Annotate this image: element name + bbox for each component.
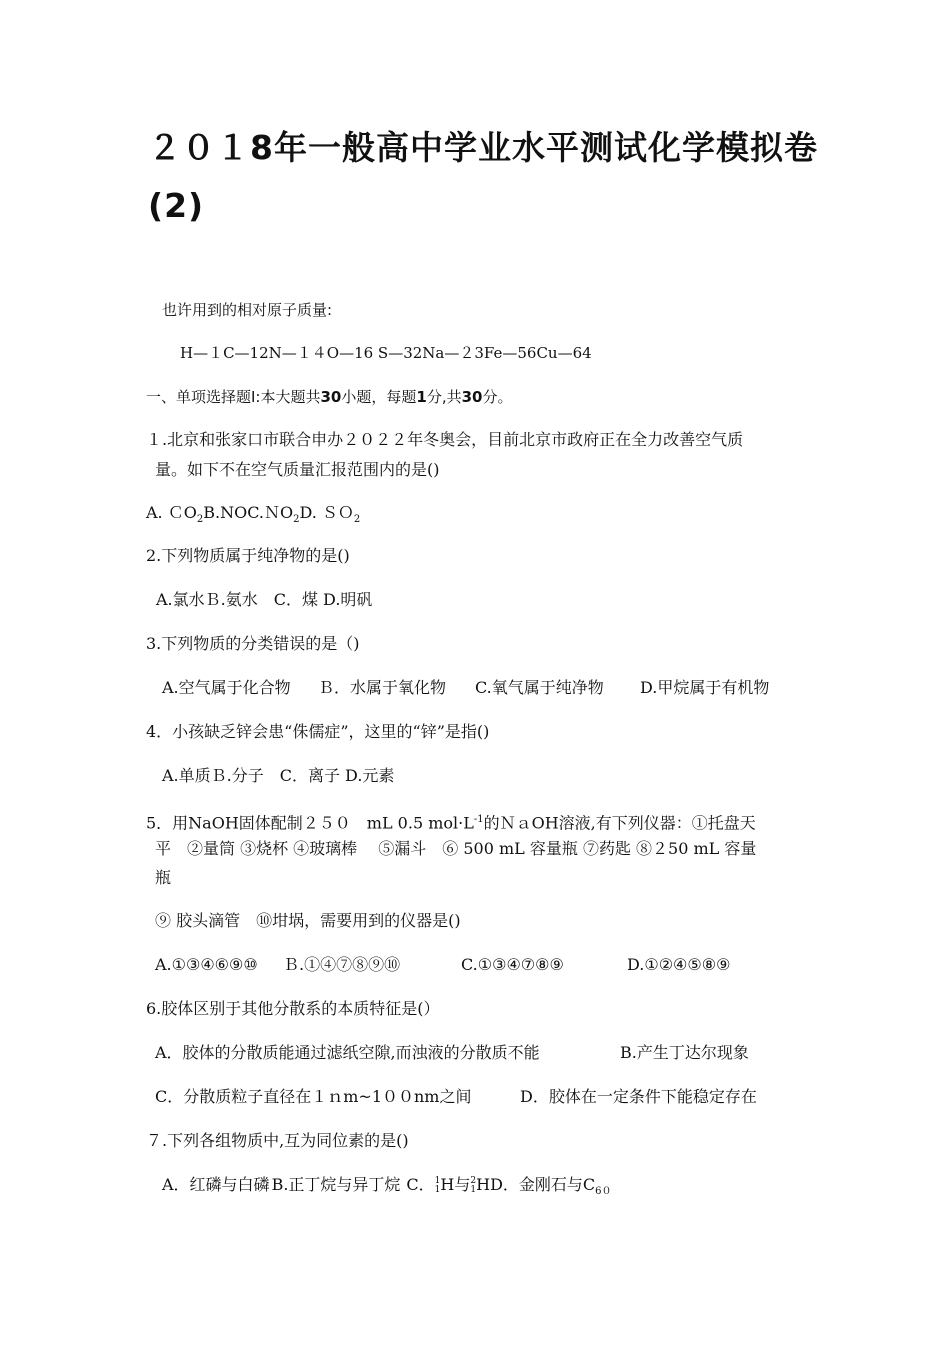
q5-stem-line4: ⑨ 胶头滴管 ⑩坩埚，需要用到的仪器是() — [155, 911, 461, 930]
q4-stem: 4．小孩缺乏锌会患“侏儒症”，这里的“锌”是指() — [146, 722, 490, 741]
q3-option-a: A.空气属于化合物 — [162, 678, 291, 697]
q5-option-a: A.①③④⑥⑨⑩ — [155, 955, 258, 974]
q5-stem-line3: 瓶 — [155, 868, 172, 887]
q3-option-d: D.甲烷属于有机物 — [640, 678, 770, 697]
q1-stem-line2: 量。如下不在空气质量汇报范围内的是() — [155, 460, 440, 479]
q5-option-b: Ｂ.①④⑦⑧⑨⑩ — [283, 955, 401, 974]
q3-option-b: Ｂ．水属于氧化物 — [318, 678, 447, 697]
q4-options: A.单质Ｂ.分子 C．离子 D.元素 — [162, 766, 395, 785]
q1-stem-line1: １.北京和张家口市联合申办２０２２年冬奥会，目前北京市政府正在全力改善空气质 — [146, 430, 744, 449]
q2-stem: 2.下列物质属于纯净物的是() — [146, 546, 350, 565]
atomic-mass-values: H—１C—12N—１４O—16 S—32Na—２3Fe—56Cu—64 — [180, 344, 592, 362]
q7-option-d: D．金刚石与$C_{60}$ — [490, 1175, 612, 1198]
q3-stem: 3.下列物质的分类错误的是（) — [146, 634, 360, 653]
atomic-mass-heading: 也许用到的相对原子质量: — [162, 301, 333, 319]
q6-option-d: D．胶体在一定条件下能稳定存在 — [520, 1087, 757, 1106]
q6-option-b: B.产生丁达尔现象 — [620, 1043, 749, 1062]
isotope-notation-deuterium: 2 1 — [470, 1175, 477, 1195]
q7-options — [162, 1175, 612, 1202]
section-1-prefix: 一、单项选择题Ⅰ:本大题共 — [146, 388, 321, 406]
section-1-suffix: 分。 — [482, 388, 513, 406]
q7-option-c: C．1 1H与2 1H — [406, 1175, 491, 1195]
document-title-line2: (2) — [148, 186, 205, 225]
document-title-line1: ２０１8年一般高中学业水平测试化学模拟卷 — [148, 128, 818, 167]
section-1-heading — [146, 387, 512, 407]
q3-option-c: C.氧气属于纯净物 — [475, 678, 604, 697]
section-1-count: 30 — [320, 388, 342, 406]
section-1-total: 30 — [461, 388, 483, 406]
q6-option-c: C．分散质粒子直径在１ｎm~1００nm之间 — [155, 1087, 472, 1106]
q1-options — [146, 503, 360, 530]
q7-option-a: A．红磷与白磷 — [162, 1175, 270, 1194]
q5-stem-line2: 平 ②量筒 ③烧杯 ④玻璃棒 ⑤漏斗 ⑥ 500 mL 容量瓶 ⑦药匙 ⑧２50 mL 容量 — [155, 839, 757, 858]
q5-option-d: D.①②④⑤⑧⑨ — [627, 955, 731, 974]
q6-stem: 6.胶体区别于其他分散系的本质特征是(） — [146, 999, 440, 1018]
q1-option-a: A. ＣO$_2$ — [146, 503, 204, 526]
section-1-points: 1 — [416, 388, 427, 406]
q5-stem-line1: 5．用NaOH固体配制２５０ mL 0.5 $mol\cdot L^{-1}$的ＮａOH溶液,有下列仪器：①托盘天 — [146, 813, 756, 833]
q7-stem: ７.下列各组物质中,互为同位素的是() — [146, 1131, 409, 1150]
q1-option-b-c: B.NOC.ＮO$_2$ — [203, 503, 300, 526]
q1-option-d: D. ＳＯ$_2$ — [299, 503, 361, 526]
q5-option-c: C.①③④⑦⑧⑨ — [461, 955, 564, 974]
q6-option-a: A．胶体的分散质能通过滤纸空隙,而浊液的分散质不能 — [155, 1043, 540, 1062]
isotope-notation-protium: 1 1 — [434, 1175, 441, 1195]
q2-options: A.氯水Ｂ.氨水 C．煤 D.明矾 — [156, 590, 373, 609]
section-1-mid1: 小题，每题 — [341, 388, 417, 406]
section-1-mid2: 分,共 — [426, 388, 462, 406]
q7-option-b: B.正丁烷与异丁烷 — [271, 1175, 401, 1194]
